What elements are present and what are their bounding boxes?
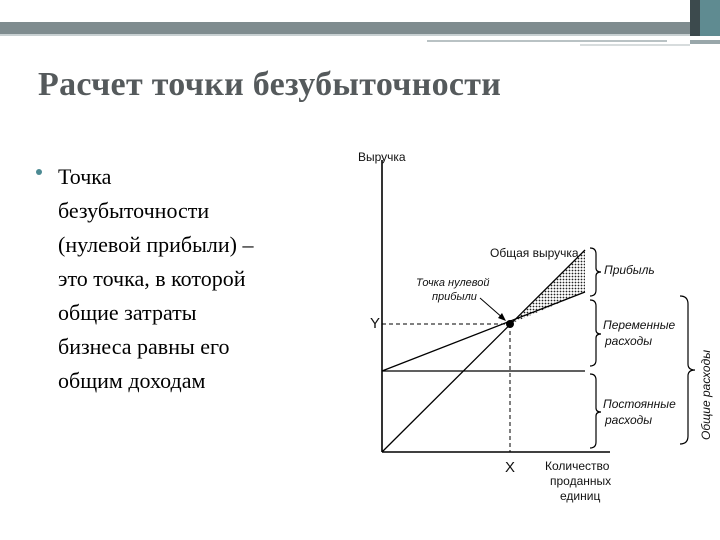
x-axis-label-line: проданных <box>550 474 612 488</box>
decor-stripe <box>427 40 667 42</box>
bullet-text: Точка безубыточности (нулевой прибыли) – это точка, в которой общие затраты бизнеса равны его общим доходам <box>58 164 254 393</box>
variable-costs-label-line: Переменные <box>603 318 676 332</box>
total-costs-line <box>382 292 585 371</box>
x-axis-label-line: единиц <box>560 489 601 503</box>
bullet-icon <box>36 169 42 175</box>
break-even-label-line: Точка нулевой <box>416 277 490 289</box>
total-costs-brace <box>680 296 695 444</box>
break-even-point <box>506 320 514 328</box>
y-marker: Y <box>370 315 381 332</box>
slide-title: Расчет точки безубыточности <box>38 66 502 103</box>
decor-stripe <box>690 40 720 44</box>
profit-brace <box>590 248 601 296</box>
variable-costs-label-line: расходы <box>605 334 653 348</box>
x-axis-label-line: Количество <box>545 459 610 473</box>
header-bar <box>0 22 690 34</box>
fixed-costs-label-line: Постоянные <box>603 397 676 411</box>
x-marker: X <box>505 459 516 476</box>
header-bar-shadow <box>0 34 690 36</box>
fixed-costs-brace <box>590 374 601 448</box>
variable-costs-brace <box>590 300 601 366</box>
decor-stripe <box>580 44 690 46</box>
profit-label: Прибыль <box>604 263 655 277</box>
total-costs-label: Общие расходы <box>699 349 713 440</box>
break-even-label-line: прибыли <box>432 291 477 303</box>
y-axis-label: Выручка <box>358 150 406 164</box>
total-revenue-label: Общая выручка <box>490 246 579 260</box>
break-even-diagram <box>340 140 720 520</box>
header-corner-accent <box>700 0 720 36</box>
fixed-costs-label-line: расходы <box>605 413 653 427</box>
